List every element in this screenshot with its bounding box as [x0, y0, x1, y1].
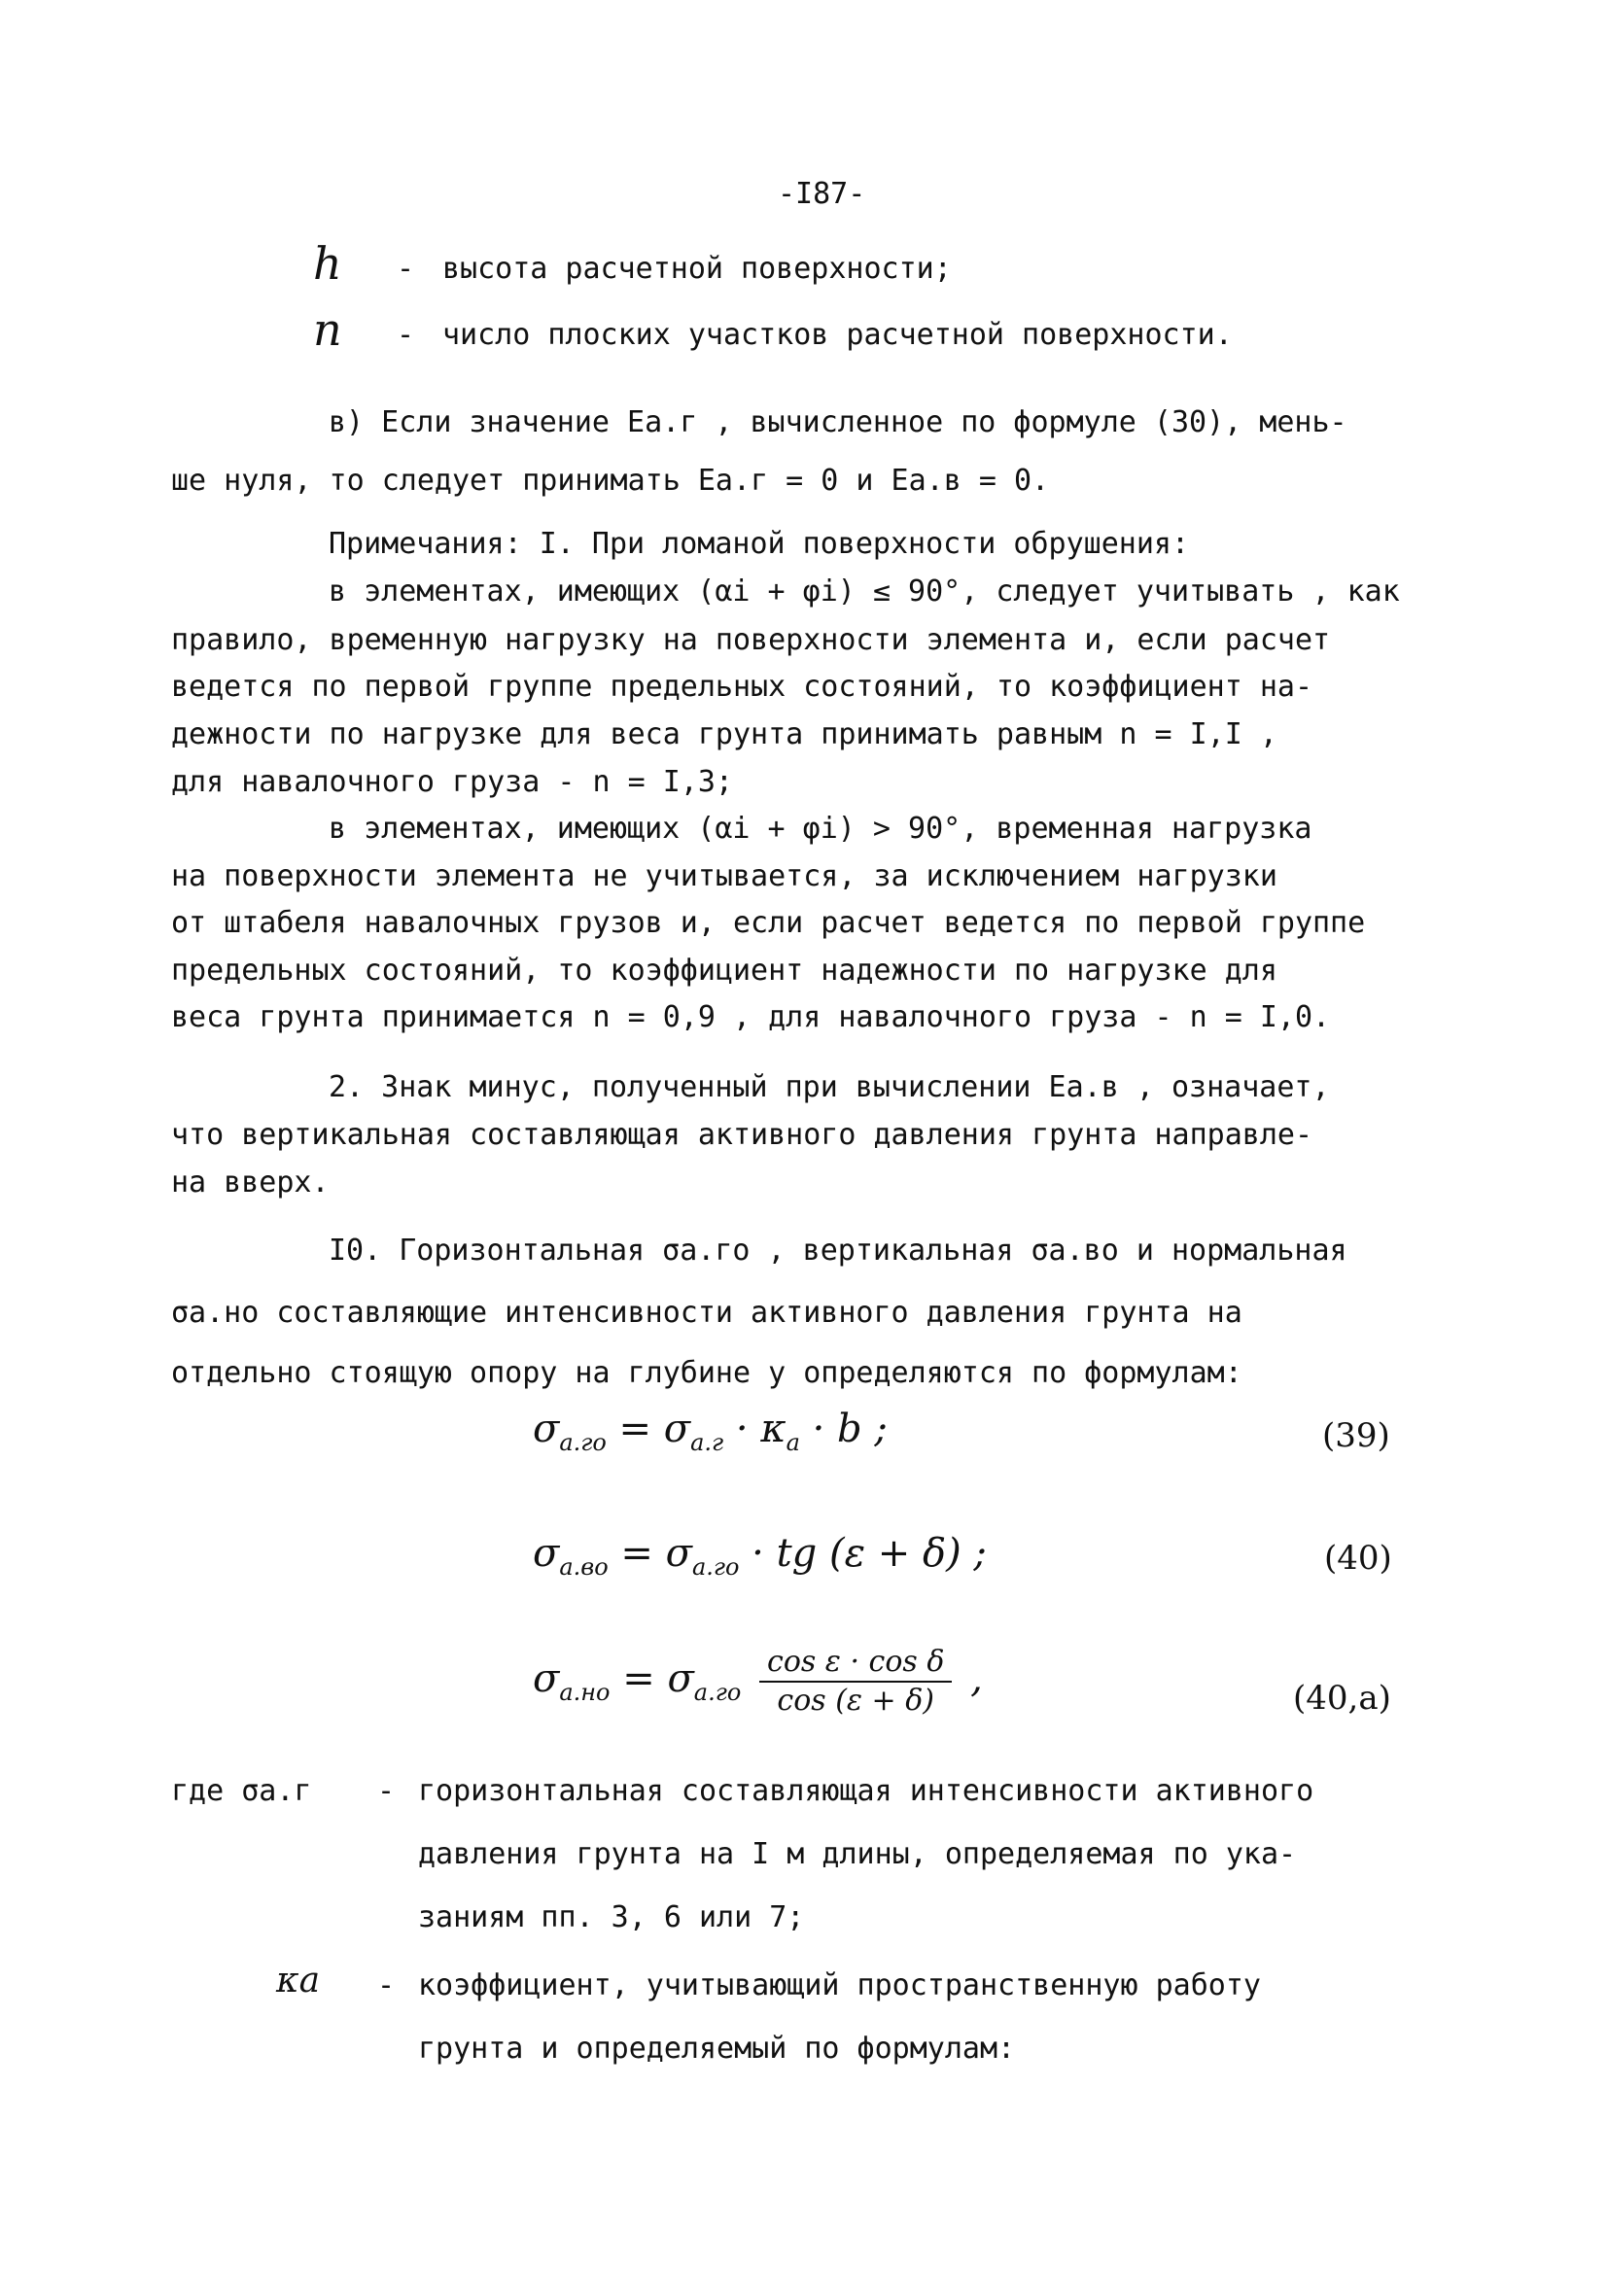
notes-line: в элементах, имеющих (αi + φi) > 90°, временная нагрузка — [329, 812, 1312, 846]
note2-line: на вверх. — [171, 1165, 330, 1200]
notes-line: веса грунта принимается n = 0,9 , для навалочного груза - n = I,0. — [171, 1000, 1331, 1034]
formula-40 — [533, 1531, 987, 1581]
fraction-numerator: cos ε · cos δ — [759, 1648, 952, 1683]
formula-lhs: σ — [533, 1531, 560, 1576]
notes-heading: Примечания: I. При ломаной поверхности обрушения: — [329, 527, 1190, 561]
notes-line: предельных состояний, то коэффициент надежности по нагрузке для — [171, 954, 1277, 988]
page-number: -I87- — [778, 177, 866, 211]
formula-lhs-sub: а.го — [559, 1429, 607, 1456]
where-dash: - — [377, 1774, 396, 1808]
where-dash: - — [377, 1968, 396, 2002]
where-text-line: горизонтальная составляющая интенсивности активного — [418, 1774, 1314, 1808]
where-text-line: давления грунта на I м длины, определяемая по ука- — [418, 1837, 1297, 1871]
notes-line: в элементах, имеющих (αi + φi) ≤ 90°, следует учитывать , как — [329, 574, 1400, 609]
formula-40a — [533, 1645, 983, 1718]
formula-fraction — [759, 1645, 952, 1718]
formula-lhs: σ — [533, 1407, 560, 1451]
formula-rhs-sub: а.го — [691, 1553, 740, 1581]
note2-line: что вертикальная составляющая активного давления грунта направле- — [171, 1118, 1312, 1152]
formula-39 — [533, 1409, 888, 1454]
formula-rhs: = σ — [620, 1531, 692, 1576]
notes-line: на поверхности элемента не учитывается, за исключением нагрузки — [171, 859, 1277, 893]
formula-rhs: = σ — [618, 1407, 691, 1451]
paragraph-10-line: I0. Горизонтальная σа.го , вертикальная σа.во и нормальная — [329, 1234, 1347, 1268]
paragraph-10-line: отдельно стоящую опору на глубине y определяются по формулам: — [171, 1356, 1242, 1390]
equation-number-40: (40) — [1324, 1539, 1392, 1578]
def-dash: - — [397, 318, 415, 352]
def-symbol-n: n — [313, 303, 342, 356]
notes-line: от штабеля навалочных грузов и, если расчет ведется по первой группе — [171, 906, 1366, 940]
formula-lhs-sub: а.но — [559, 1679, 611, 1706]
formula-rhs: = σ — [622, 1656, 694, 1701]
formula-tail: · tg (ε + δ) ; — [752, 1531, 987, 1576]
formula-tail2: · b ; — [812, 1407, 888, 1451]
formula-after: , — [970, 1656, 983, 1701]
where-symbol-kappa: κа — [276, 1961, 321, 2000]
formula-rhs-sub: а.го — [693, 1679, 742, 1706]
formula-rhs-sub: а.г — [690, 1429, 724, 1456]
notes-line: правило, временную нагрузку на поверхности элемента и, если расчет — [171, 623, 1331, 657]
notes-line: дежности по нагрузке для веса грунта принимать равным n = I,I , — [171, 717, 1277, 751]
note2-line: 2. Знак минус, полученный при вычислении Eа.в , означает, — [329, 1070, 1330, 1104]
def-symbol-h: h — [313, 237, 342, 290]
def-text-n: число плоских участков расчетной поверхности. — [442, 318, 1233, 352]
equation-number-40a: (40,а) — [1293, 1679, 1391, 1718]
where-symbol-sigma: где σа.г — [171, 1774, 312, 1808]
paragraph-v-line: ше нуля, то следует принимать Eа.г = 0 и Eа.в = 0. — [171, 464, 1050, 498]
formula-lhs: σ — [533, 1656, 560, 1701]
where-text-line: коэффициент, учитывающий пространственную работу — [418, 1968, 1261, 2002]
formula-tail: · κ — [735, 1407, 787, 1451]
notes-line: ведется по первой группе предельных состояний, то коэффициент на- — [171, 670, 1312, 704]
where-text-line: грунта и определяемый по формулам: — [418, 2032, 1016, 2066]
formula-lhs-sub: а.во — [559, 1553, 609, 1581]
fraction-denominator: cos (ε + δ) — [777, 1684, 934, 1718]
paragraph-10-line: σа.но составляющие интенсивности активного давления грунта на — [171, 1296, 1242, 1330]
equation-number-39: (39) — [1322, 1416, 1390, 1455]
def-dash: - — [397, 252, 415, 286]
def-text-h: высота расчетной поверхности; — [442, 252, 952, 286]
formula-tail-sub: а — [786, 1429, 800, 1456]
paragraph-v-line: в) Если значение Eа.г , вычисленное по формуле (30), мень- — [329, 405, 1347, 439]
where-text-line: заниям пп. 3, 6 или 7; — [418, 1900, 805, 1934]
notes-line: для навалочного груза - n = I,3; — [171, 765, 733, 799]
